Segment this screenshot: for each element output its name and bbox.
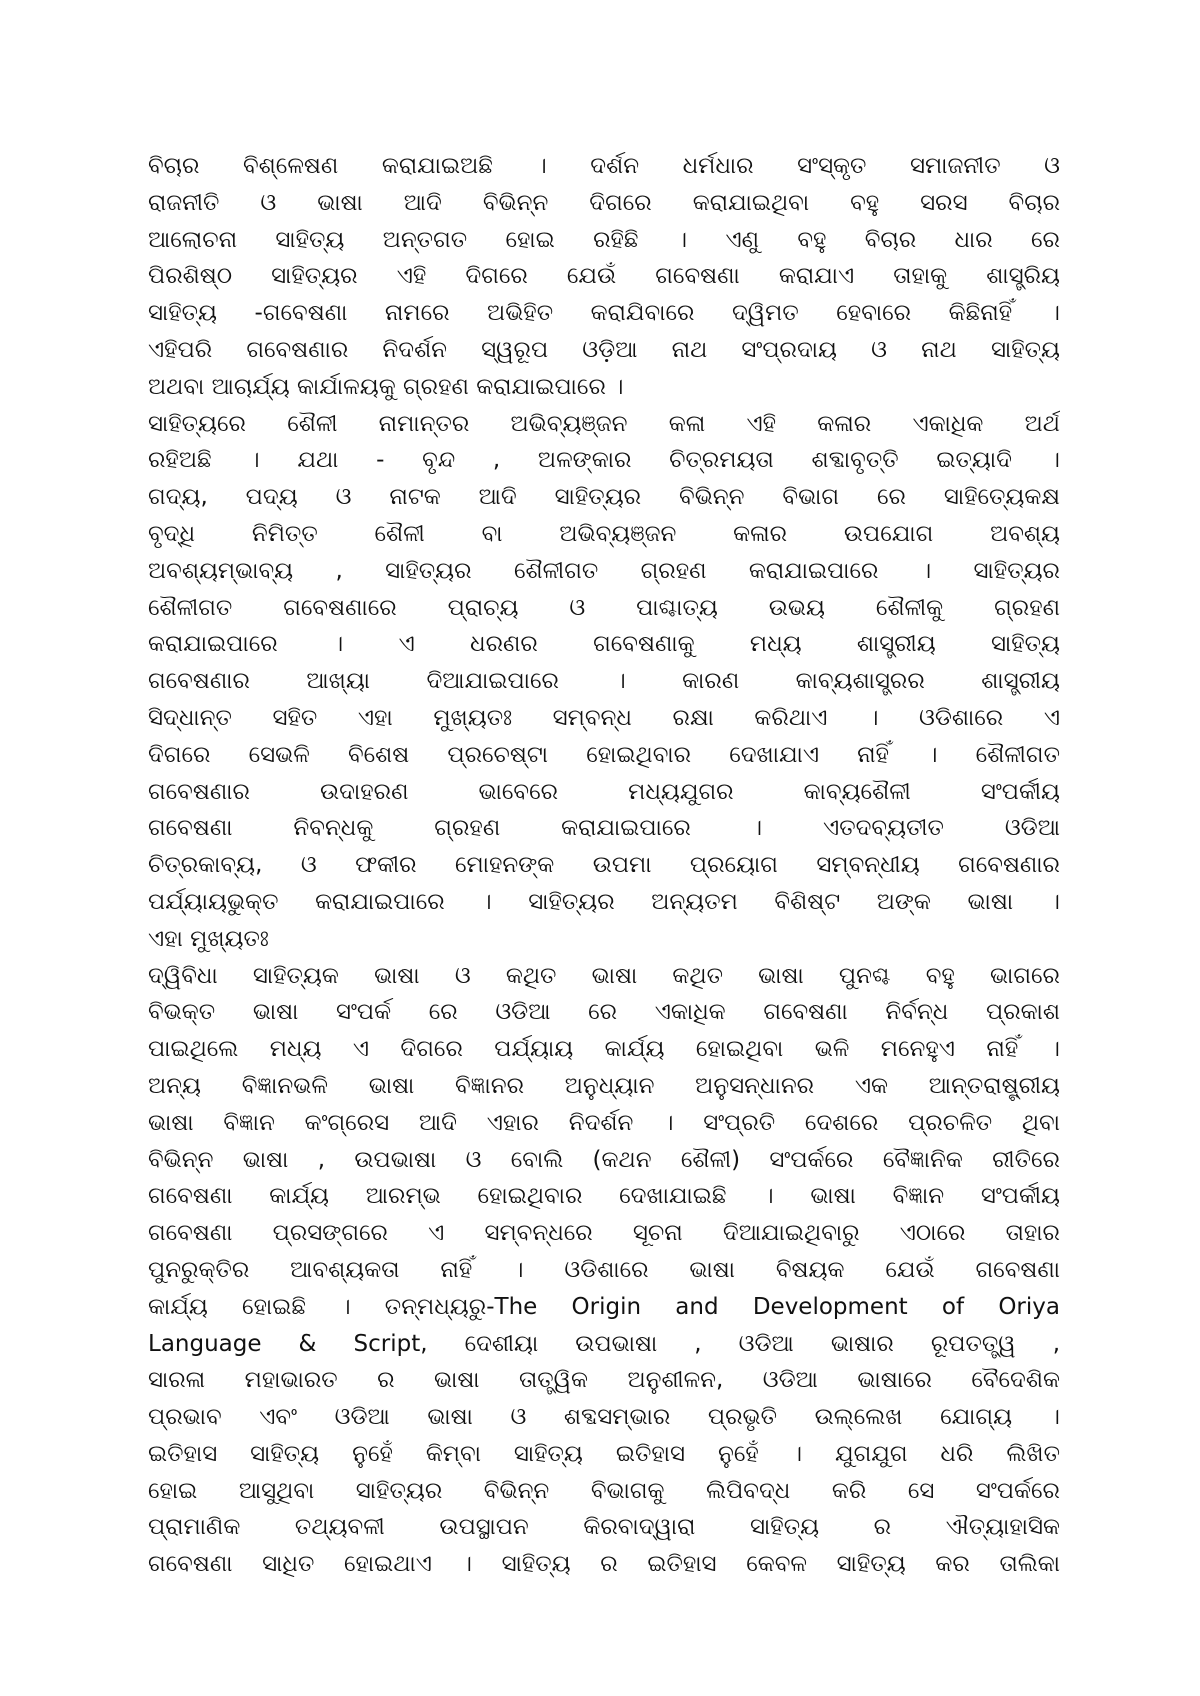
text-line: ପାଇଥିଲେ ମଧ୍ୟ ଏ ଦିଗରେ ପର୍ଯ୍ୟାୟ କାର୍ଯ୍ୟ ହୋଇଥିବା ଭଳି ମନେହୁଏ ନାହିଁ । [148,1036,1060,1063]
text-line: ଗଦ୍ୟ, ପଦ୍ୟ ଓ ନାଟକ ଆଦି ସାହିତ୍ୟର ବିଭିନ୍ନ ବିଭାଗ ରେ ସାହିତ୍ୟେକକ୍ଷ [148,484,1060,511]
text-line: ସିଦ୍ଧାନ୍ତ ସହିତ ଏହା ମୁଖ୍ୟତଃ ସମ୍ବନ୍ଧ ରକ୍ଷା କରିଥାଏ । ଓଡିଶାରେ ଏ [148,704,1060,731]
text-line: ରହିଅଛି । ଯଥା - ବୃନ୍ଦ , ଅଳଙ୍କାର ଚିତ୍ରମୟତା ଶବ୍ଦାବୃତ୍ତି ଇତ୍ୟାଦି । [148,447,1060,474]
text-line: ଅବଶ୍ୟମ୍ଭାବ୍ୟ , ସାହିତ୍ୟର ଶୈଳୀଗତ ଗ୍ରହଣ କରାଯାଇପାରେ । ସାହିତ୍ୟର [148,557,1060,584]
text-line: ସାହିତ୍ୟ -ଗବେଷଣା ନାମରେ ଅଭିହିତ କରାଯିବାରେ ଦ୍ୱିମତ ହେବାରେ କିଛିନାହିଁ । [148,300,1060,327]
text-line: Language & Script, ଦେଶୀୟା ଉପଭାଷା , ଓଡିଆ ଭାଷାର ରୂପତତ୍ତ୍ୱ , [148,1330,1060,1357]
text-line: ସାରଳା ମହାଭାରତ ର ଭାଷା ତାତ୍ତ୍ୱିକ ଅନୁଶୀଳନ, ଓଡିଆ ଭାଷାରେ ବୈଦେଶିକ [148,1367,1060,1394]
text-line: ଗବେଷଣା ନିବନ୍ଧକୁ ଗ୍ରହଣ କରାଯାଇପାରେ । ଏତଦବ୍ୟତୀତ ଓଡିଆ [148,815,1060,842]
text-line: ଅନ୍ୟ ବିଜ୍ଞାନଭଳି ଭାଷା ବିଜ୍ଞାନର ଅନୁଧ୍ୟାନ ଅନୁସନ୍ଧାନର ଏକ ଆନ୍ତରାଷ୍ଟ୍ରୀୟ [148,1072,1060,1099]
text-line: ପ୍ରଭାବ ଏବଂ ଓଡିଆ ଭାଷା ଓ ଶବ୍ଦସମ୍ଭାର ପ୍ରଭୃତି ଉଲ୍ଲେଖ ଯୋଗ୍ୟ । [148,1404,1060,1431]
text-line: ଅଥବା ଆଚାର୍ଯ୍ୟ କାର୍ଯାଳୟକୁ ଗ୍ରହଣ କରାଯାଇପାରେ । [148,373,624,400]
text-line: କରାଯାଇପାରେ । ଏ ଧରଣର ଗବେଷଣାକୁ ମଧ୍ୟ ଶାସ୍ତ୍ରୀୟ ସାହିତ୍ୟ [148,631,1060,658]
text-line: ଇତିହାସ ସାହିତ୍ୟ ନୁହେଁ କିମ୍ବା ସାହିତ୍ୟ ଇତିହାସ ନୁହେଁ । ଯୁଗଯୁଗ ଧରି ଲିଖିତ [148,1440,1060,1467]
text-line: ବୃଦ୍ଧି ନିମିତ୍ତ ଶୈଳୀ ବା ଅଭିବ୍ୟଞ୍ଜନ କଳାର ଉପଯୋଗ ଅବଶ୍ୟ [148,520,1060,547]
text-line: ପିରଶିଷ୍ଠ ସାହିତ୍ୟର ଏହି ଦିଗରେ ଯେଉଁ ଗବେଷଣା କରାଯାଏ ତାହାକୁ ଶାସ୍ତ୍ରିୟ [148,263,1060,290]
text-line: ବିଭକ୍ତ ଭାଷା ସଂପର୍କ ରେ ଓଡିଆ ରେ ଏକାଧିକ ଗବେଷଣା ନିର୍ବନ୍ଧ ପ୍ରକାଶ [148,999,1060,1026]
text-line: ରାଜନୀତି ଓ ଭାଷା ଆଦି ବିଭିନ୍ନ ଦିଗରେ କରାଯାଇଥିବା ବହୁ ସରସ ବିଚାର [148,189,1060,216]
text-line: ଗବେଷଣା କାର୍ଯ୍ୟ ଆରମ୍ଭ ହୋଇଥିବାର ଦେଖାଯାଇଛି । ଭାଷା ବିଜ୍ଞାନ ସଂପର୍କୀୟ [148,1183,1060,1210]
text-line: ଏହା ମୁଖ୍ୟତଃ [148,925,269,952]
text-line: ପୁନରୁକ୍ତିର ଆବଶ୍ୟକତା ନାହିଁ । ଓଡିଶାରେ ଭାଷା ବିଷୟକ ଯେଉଁ ଗବେଷଣା [148,1256,1060,1283]
text-line: ବିଚାର ବିଶ୍ଳେଷଣ କରାଯାଇଅଛି । ଦର୍ଶନ ଧର୍ମଧାର ସଂସ୍କୃତ ସମାଜନୀତ ଓ [148,153,1060,179]
text-line: ଭାଷା ବିଜ୍ଞାନ କଂଗ୍ରେସ ଆଦି ଏହାର ନିଦର୍ଶନ । ସଂପ୍ରତି ଦେଶରେ ପ୍ରଚଳିତ ଥିବା [148,1109,1060,1136]
text-line: ହୋଇ ଆସୁଥିବା ସାହିତ୍ୟର ବିଭିନ୍ନ ବିଭାଗକୁ ଲିପିବଦ୍ଧ କରି ସେ ସଂପର୍କରେ [148,1477,1060,1504]
text-line: ଗବେଷଣା ସାଧିତ ହୋଇଥାଏ । ସାହିତ୍ୟ ର ଇତିହାସ କେବଳ ସାହିତ୍ୟ କର ତାଲିକା [148,1551,1060,1578]
text-line: ଗବେଷଣାର ଆଖ୍ୟା ଦିଆଯାଇପାରେ । କାରଣ କାବ୍ୟଶାସ୍ତ୍ରର ଶାସ୍ତ୍ରୀୟ [148,668,1060,695]
text-line: ଶୈଳୀଗତ ଗବେଷଣାରେ ପ୍ରାଚ୍ୟ ଓ ପାଶ୍ଚାତ୍ୟ ଉଭୟ ଶୈଳୀକୁ ଗ୍ରହଣ [148,594,1060,621]
body-text [148,148,1060,1583]
text-line: ବିଭିନ୍ନ ଭାଷା , ଉପଭାଷା ଓ ବୋଲି (କଥନ ଶୈଳୀ) ସଂପର୍କରେ ବୈଜ୍ଞାନିକ ରୀତିରେ [148,1146,1060,1173]
text-line: ଗବେଷଣାର ଉଦାହରଣ ଭାବେରେ ମଧ୍ୟଯୁଗର କାବ୍ୟଶୈଳୀ ସଂପର୍କୀୟ [148,778,1060,805]
text-line: ଦିଗରେ ସେଭଳି ବିଶେଷ ପ୍ରଚେଷ୍ଟା ହୋଇଥିବାର ଦେଖାଯାଏ ନାହିଁ । ଶୈଳୀଗତ [148,741,1060,768]
text-line: ପର୍ଯ୍ୟାୟଭୁକ୍ତ କରାଯାଇପାରେ । ସାହିତ୍ୟର ଅନ୍ୟତମ ବିଶିଷ୍ଟ ଅଙ୍କ ଭାଷା । [148,888,1060,915]
text-line: ସାହିତ୍ୟରେ ଶୈଳୀ ନାମାନ୍ତର ଅଭିବ୍ୟଞ୍ଜନ କଳା ଏହି କଳାର ଏକାଧିକ ଅର୍ଥ [148,410,1060,437]
text-line: କାର୍ଯ୍ୟ ହୋଇଛି । ତନ୍ମଧ୍ୟରୁ-The Origin and Development of Oriya [148,1293,1060,1320]
text-line: ଏହିପରି ଗବେଷଣାର ନିଦର୍ଶନ ସ୍ୱରୂପ ଓଡ଼ିଆ ନାଥ ସଂପ୍ରଦାୟ ଓ ନାଥ ସାହିତ୍ୟ [148,336,1060,363]
text-line: ଗବେଷଣା ପ୍ରସଙ୍ଗରେ ଏ ସମ୍ବନ୍ଧରେ ସୂଚନା ଦିଆଯାଇଥିବାରୁ ଏଠାରେ ତାହାର [148,1220,1060,1247]
text-line: ଦ୍ୱିବିଧା ସାହିତ୍ୟକ ଭାଷା ଓ କଥିତ ଭାଷା କଥିତ ଭାଷା ପୁନଶ୍ଚ ବହୁ ଭାଗରେ [148,962,1060,989]
text-line: ପ୍ରାମାଣିକ ତଥ୍ୟବଳୀ ଉପସ୍ଥାପନ କିରବାଦ୍ୱାରା ସାହିତ୍ୟ ର ଐତ୍ୟାହାସିକ [148,1514,1060,1541]
text-line: ଚିତ୍ରକାବ୍ୟ, ଓ ଫକୀର ମୋହନଙ୍କ ଉପମା ପ୍ରୟୋଗ ସମ୍ବନ୍ଧୀୟ ଗବେଷଣାର [148,852,1060,879]
text-line: ଆଲୋଚନା ସାହିତ୍ୟ ଅନ୍ତଗତ ହୋଇ ରହିଛି । ଏଣୁ ବହୁ ବିଚାର ଧାର ରେ [148,226,1060,253]
